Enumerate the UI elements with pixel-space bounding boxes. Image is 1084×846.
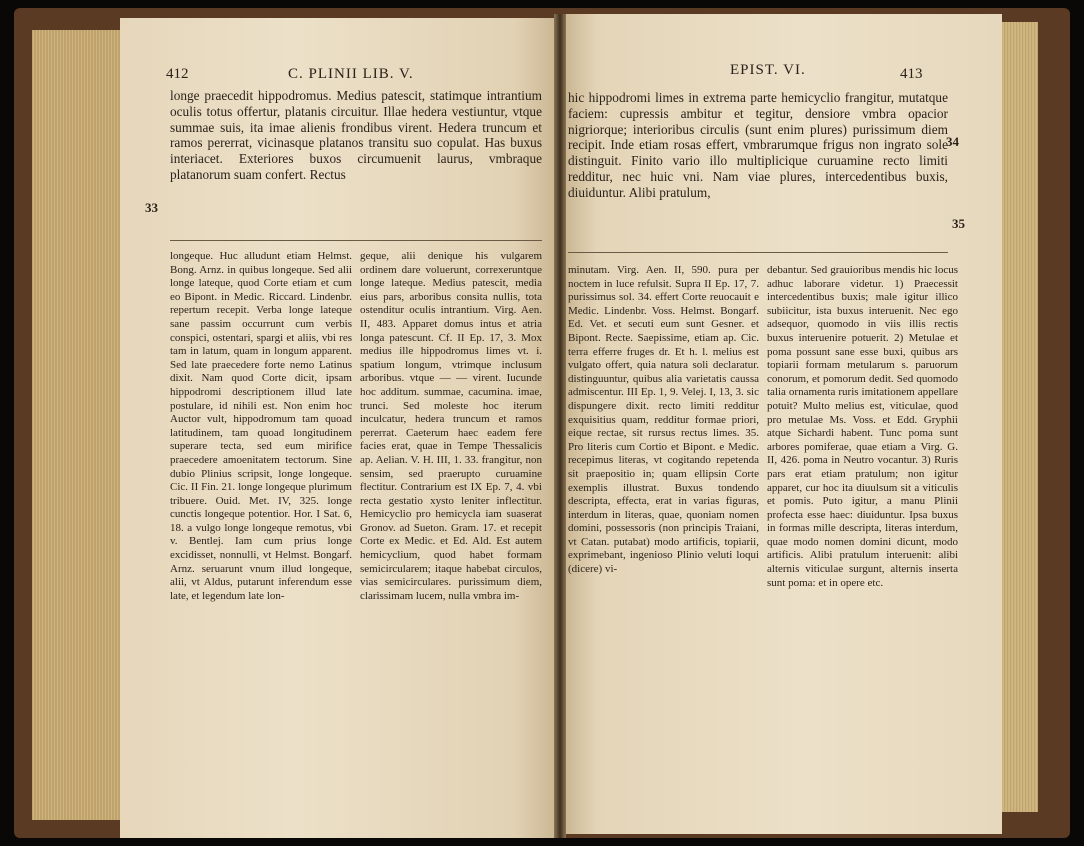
book-gutter <box>554 14 566 838</box>
left-notes-col2: geque, alii denique his vulgarem ordinem dare voluerunt, correxeruntque longe lateque. Medius patescit, media eius pars, arboribus consita nullis, tota ostenditur oculis intrantium. Virg. Aen. II, 483. Apparet domus intus et atria longa patescunt. Cf. II Ep. 17, 3. Mox medius ille hippodromus limes vt. i. spatium longum, vtrimque inclusum arboribus. vtque — — virent. Iucunde hoc additum. summae, cacumina. imae, trunci. Sed moleste hoc iterum inculcatur, hedera truncum et ramos pererrat. Caeterum haec eadem fere facies erat, quae in Tempe Thessalicis ap. Aelian. V. H. III, 1. 33. frangitur, non sensim, sed praerupto curuamine flectitur. Contrarium est IX Ep. 7, 4. vbi recta gestatio xysto leniter inflectitur. Hemicyclio pro hemicycla iam suaserat Gronov. ad Sueton. Gram. 17. et recepit Corte ex Medic. et Ed. Ald. Est autem hemicyclium, quod habet formam semicircularem; itaque habebat circulos, vias semicirculares. purissimum diem, clarissimam lucem, nulla vmbra im- <box>360 250 542 602</box>
right-page-edges <box>1000 22 1038 812</box>
right-notes-col1: minutam. Virg. Aen. II, 590. pura per noctem in luce refulsit. Supra II Ep. 17, 7. purissimus sol. 34. effert Corte reuocauit e Medic. Lindenbr. Voss. Helmst. Bongarf. Ed. Vet. et secuti eum sunt Gesner. et Bipont. Recte. Saepissime, etiam ap. Cic. terra efferre fruges dr. Et h. l. melius est vulgato offert, quia natura soli declaratur. distinguuntur, quibus alia varietatis caussa admiscentur. III Ep. 1, 9. Velej. I, 13, 3. sic dispungere dixit. recto limiti redditur exquisitius quam, redditur formae priori, eique rectae, sit rursus rectus limes. 35. Pro literis cum Cortio et Bipont. e Medic. recepimus literas, vt cogitando repetenda sit praepositio in; quam ellipsin Corte exemplis illustrat. Buxus tondendo descripta, effecta, erat in varias figuras, interdum in literas, quae, quoniam nomen domini, possessoris (non principis Traiani, vt Catan. putabat) modo artificis, topiarii, exprimebant, ingenioso Plinio veluti loqui (dicere) vi- <box>568 264 759 576</box>
right-folio: 413 <box>900 66 923 82</box>
right-page <box>562 14 1002 834</box>
right-margin-number-1: 34 <box>946 134 959 149</box>
right-rule <box>568 252 948 253</box>
left-page <box>120 18 558 838</box>
left-notes-col1: longeque. Huc alludunt etiam Helmst. Bong. Arnz. in quibus longeque. Sed alii longe lateque, quod Corte etiam et cum eo Bipont. in Medic. Riccard. Lindenbr. repertum recepit. Verba longe lateque sane passim occurrunt cum verbis conspici, ostentari, spargi et aliis, vbi res tam in latum, quam in longum apparent. Sed late praecedere forte nemo Latinus dixit. Nam quod Corte dicit, ipsam hippodromi descriptionem illud late postulare, id nihili est. Non enim hoc Auctor vult, hippodromum tam quoad latitudinem, tam quoad longitudinem superare tecta, sed eum mirifice praecedere amoenitatem tectorum. Sine dubio Plinius scripsit, longe longeque. Cic. II Fin. 21. longe longeque plurimum tribuere. Ouid. Met. IV, 325. longe cunctis longeque potentior. Hor. I Sat. 6, 18. a vulgo longe longeque remotus, vbi v. Bentlej. Iam cum prius longe excidisset, nonnulli, vt Helmst. Bongarf. Arnz. seruarunt vnum illud longeque, alii, vt Aldus, putarunt inferendum esse late, et legendum late lon- <box>170 250 352 602</box>
right-running-head: EPIST. VI. <box>730 62 806 78</box>
left-folio: 412 <box>166 66 189 82</box>
right-notes-col2: debantur. Sed grauioribus mendis hic locus adhuc laborare videtur. 1) Praecessit intercedentibus buxis; male igitur illico subiicitur, ista buxus interuenit. Nec ego adsequor, quomodo in viis illis rectis buxus interuenire potuerit. 2) Metulae et poma possunt sane esse buxi, quibus ars topiarii formam metularum s. paruorum conorum, et pomorum dedit. Sed quomodo talia ornamenta ruris imitationem appellare potuit? Multo melius est, viticulae, quod pro metulae Ms. Voss. et Edd. Gryphii atque Sichardi habent. Tunc poma sunt arbores pomiferae, quae etiam a Virg. G. II, 426. poma in Neutro vocantur. 3) Ruris pars erat etiam pratulum; non igitur apparet, cur hoc ita diuulsum sit a viticulis et pomis. Puto igitur, a manu Plinii profecta esse haec: diuiduntur. Ipsa buxus in formas mille descripta, literas interdum, quae modo nomen domini dicunt, modo artificis. Alibi pratulum interuenit: alibi alternis viticulae surgunt, alternis inserta sunt poma: et in opere etc. <box>767 264 958 589</box>
left-page-edges <box>32 30 124 820</box>
left-rule <box>170 240 542 241</box>
left-main-text: longe praecedit hippodromus. Medius patescit, statimque intrantium oculis totus offertur, platanis circuitur. Illae hedera vestiuntur, vtque summae suis, ita imae alienis frondibus virent. Hedera truncum et ramos pererrat, vicinasque platanos transitu suo copulat. Has buxus interiacet. Exteriores buxos circumuenit laurus, vmbraque platanorum suam confert. Rectus <box>170 88 542 182</box>
left-running-head: C. PLINII LIB. V. <box>288 66 414 82</box>
right-notes <box>568 264 958 590</box>
left-margin-number: 33 <box>145 200 158 215</box>
right-margin-number-2: 35 <box>952 216 965 231</box>
right-main-text: hic hippodromi limes in extrema parte hemicyclio frangitur, mutatque faciem: cupressis ambitur et tegitur, densiore vmbra opacior nigriorque; interioribus circulis (sunt enim plures) purissimum diem recipit. Inde etiam rosas effert, vmbrarumque frigus non ingrato sole distinguit. Finito vario illo multiplicique curuamine recto limiti redditur, nec huic vni. Nam viae plures, intercedentibus buxis, diuiduntur. Alibi pratulum, <box>568 90 948 200</box>
left-notes <box>170 250 542 603</box>
